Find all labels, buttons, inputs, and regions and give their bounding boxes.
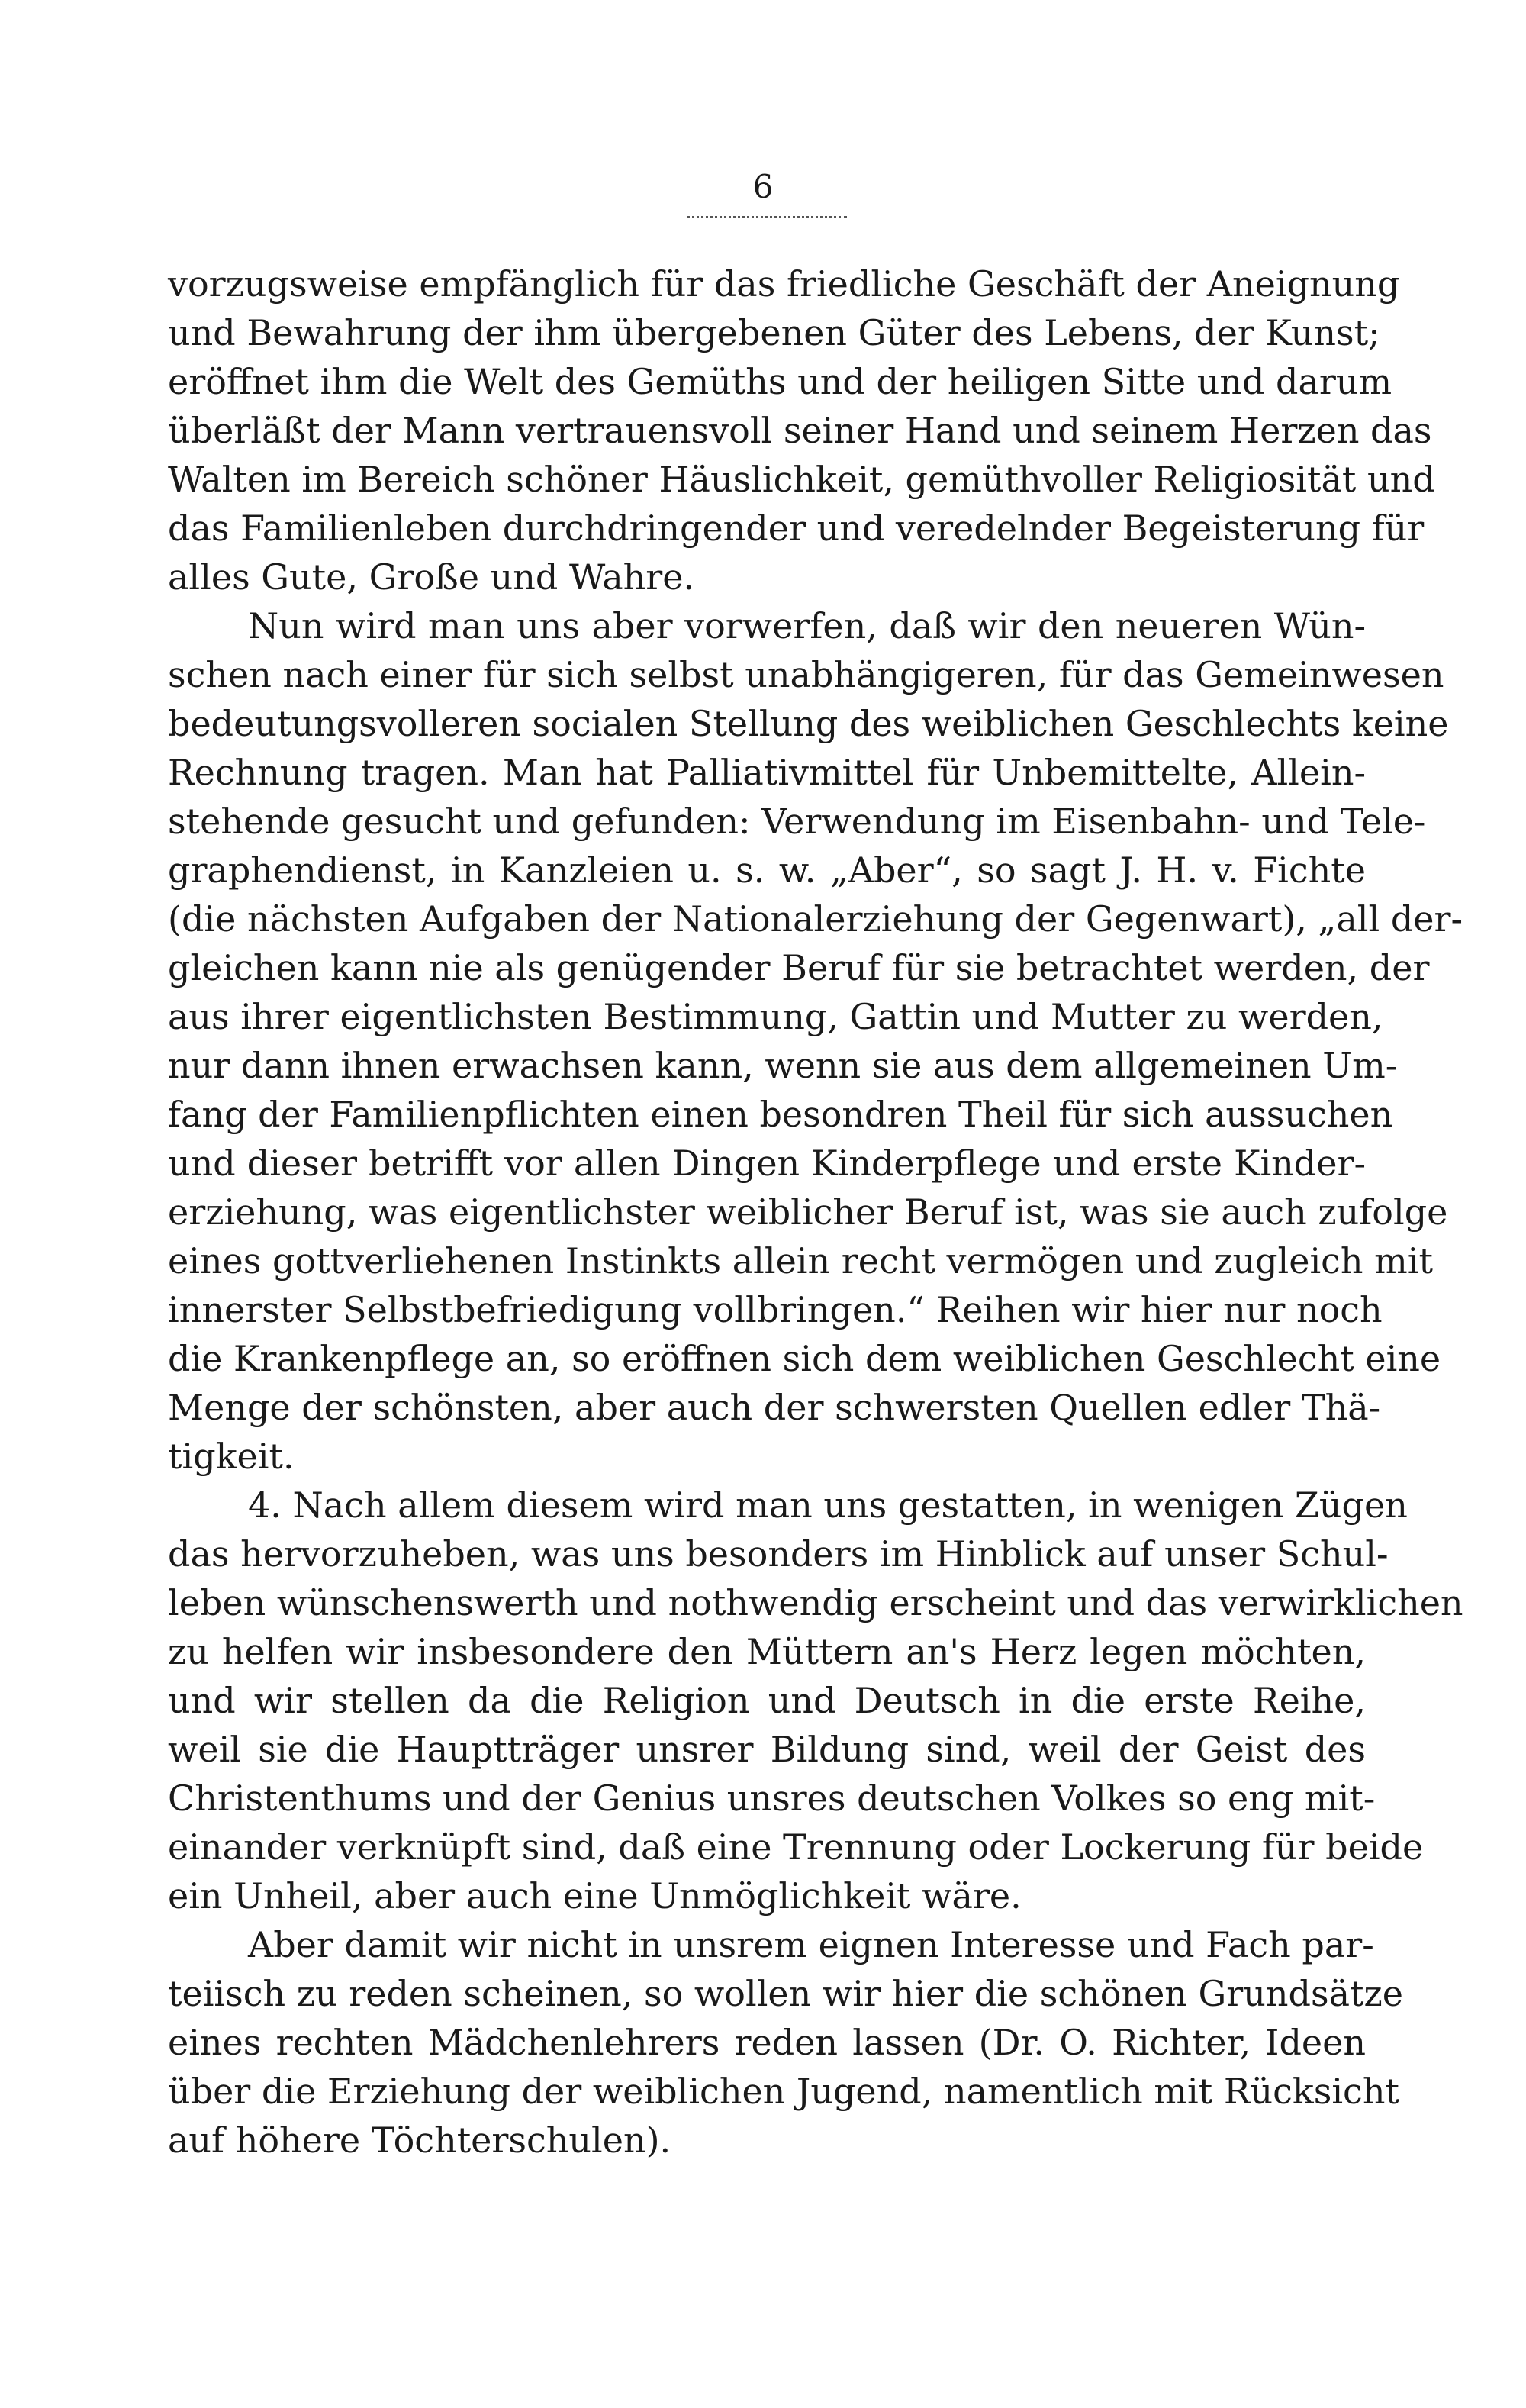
- text-line: Christenthums und der Genius unsres deutschen Volkes so eng mit-: [168, 1778, 1376, 1819]
- text-line: (die nächsten Aufgaben der Nationalerziehung der Gegenwart), „all der-: [168, 898, 1463, 940]
- text-line: und Bewahrung der ihm übergebenen Güter des Lebens, der Kunst;: [168, 312, 1380, 353]
- text-line: das hervorzuheben, was uns besonders im Hinblick auf unser Schul-: [168, 1533, 1389, 1575]
- body-text: [168, 259, 1463, 2165]
- text-line: graphendienst, in Kanzleien u. s. w. „Aber“, so sagt J. H. v. Fichte: [168, 849, 1366, 891]
- text-line: Rechnung tragen. Man hat Palliativmittel für Unbemittelte, Allein-: [168, 752, 1366, 793]
- text-line: bedeutungsvolleren socialen Stellung des weiblichen Geschlechts keine: [168, 703, 1449, 744]
- text-line: fang der Familienpflichten einen besondren Theil für sich aussuchen: [168, 1094, 1393, 1135]
- text-line: nur dann ihnen erwachsen kann, wenn sie aus dem allgemeinen Um-: [168, 1045, 1398, 1086]
- text-line: eines rechten Mädchenlehrers reden lassen (Dr. O. Richter, Ideen: [168, 2022, 1366, 2063]
- text-line: über die Erziehung der weiblichen Jugend, namentlich mit Rücksicht: [168, 2071, 1399, 2112]
- text-line: einander verknüpft sind, daß eine Trennung oder Lockerung für beide: [168, 1826, 1424, 1868]
- text-line: auf höhere Töchterschulen).: [168, 2119, 671, 2161]
- text-line: das Familienleben durchdringender und veredelnder Begeisterung für: [168, 508, 1425, 549]
- text-line: tigkeit.: [168, 1436, 295, 1477]
- text-line: ein Unheil, aber auch eine Unmöglichkeit wäre.: [168, 1875, 1022, 1916]
- text-line: Menge der schönsten, aber auch der schwersten Quellen edler Thä-: [168, 1387, 1381, 1428]
- text-line: alles Gute, Große und Wahre.: [168, 556, 695, 598]
- text-line: und dieser betrifft vor allen Dingen Kinderpflege und erste Kinder-: [168, 1143, 1366, 1184]
- text-line: eröffnet ihm die Welt des Gemüths und der heiligen Sitte und darum: [168, 361, 1392, 402]
- page-number: 6: [752, 168, 774, 205]
- text-line: aus ihrer eigentlichsten Bestimmung, Gattin und Mutter zu werden,: [168, 996, 1383, 1037]
- text-line: erziehung, was eigentlichster weiblicher Beruf ist, was sie auch zufolge: [168, 1191, 1448, 1233]
- text-line: zu helfen wir insbesondere den Müttern an's Herz legen möchten,: [168, 1631, 1366, 1672]
- text-line: und wir stellen da die Religion und Deutsch in die erste Reihe,: [168, 1680, 1366, 1721]
- text-line: Nun wird man uns aber vorwerfen, daß wir den neueren Wün-: [248, 605, 1366, 646]
- text-line: gleichen kann nie als genügender Beruf für sie betrachtet werden, der: [168, 947, 1430, 988]
- header-rule: [687, 216, 847, 218]
- text-line: stehende gesucht und gefunden: Verwendung im Eisenbahn- und Tele-: [168, 801, 1426, 842]
- text-line: 4. Nach allem diesem wird man uns gestatten, in wenigen Zügen: [248, 1484, 1408, 1526]
- text-line: leben wünschenswerth und nothwendig erscheint und das verwirklichen: [168, 1582, 1463, 1623]
- text-line: teiisch zu reden scheinen, so wollen wir hier die schönen Grundsätze: [168, 1973, 1403, 2014]
- text-line: Walten im Bereich schöner Häuslichkeit, gemüthvoller Religiosität und: [168, 459, 1435, 500]
- text-line: innerster Selbstbefriedigung vollbringen.“ Reihen wir hier nur noch: [168, 1289, 1383, 1330]
- text-line: vorzugsweise empfänglich für das friedliche Geschäft der Aneignung: [168, 263, 1400, 305]
- text-line: die Krankenpflege an, so eröffnen sich dem weiblichen Geschlecht eine: [168, 1338, 1441, 1379]
- text-line: überläßt der Mann vertrauensvoll seiner Hand und seinem Herzen das: [168, 410, 1432, 451]
- text-line: eines gottverliehenen Instinkts allein recht vermögen und zugleich mit: [168, 1240, 1433, 1281]
- text-line: schen nach einer für sich selbst unabhängigeren, für das Gemeinwesen: [168, 654, 1444, 695]
- text-line: weil sie die Hauptträger unsrer Bildung sind, weil der Geist des: [168, 1729, 1366, 1770]
- text-line: Aber damit wir nicht in unsrem eignen Interesse und Fach par-: [248, 1924, 1374, 1965]
